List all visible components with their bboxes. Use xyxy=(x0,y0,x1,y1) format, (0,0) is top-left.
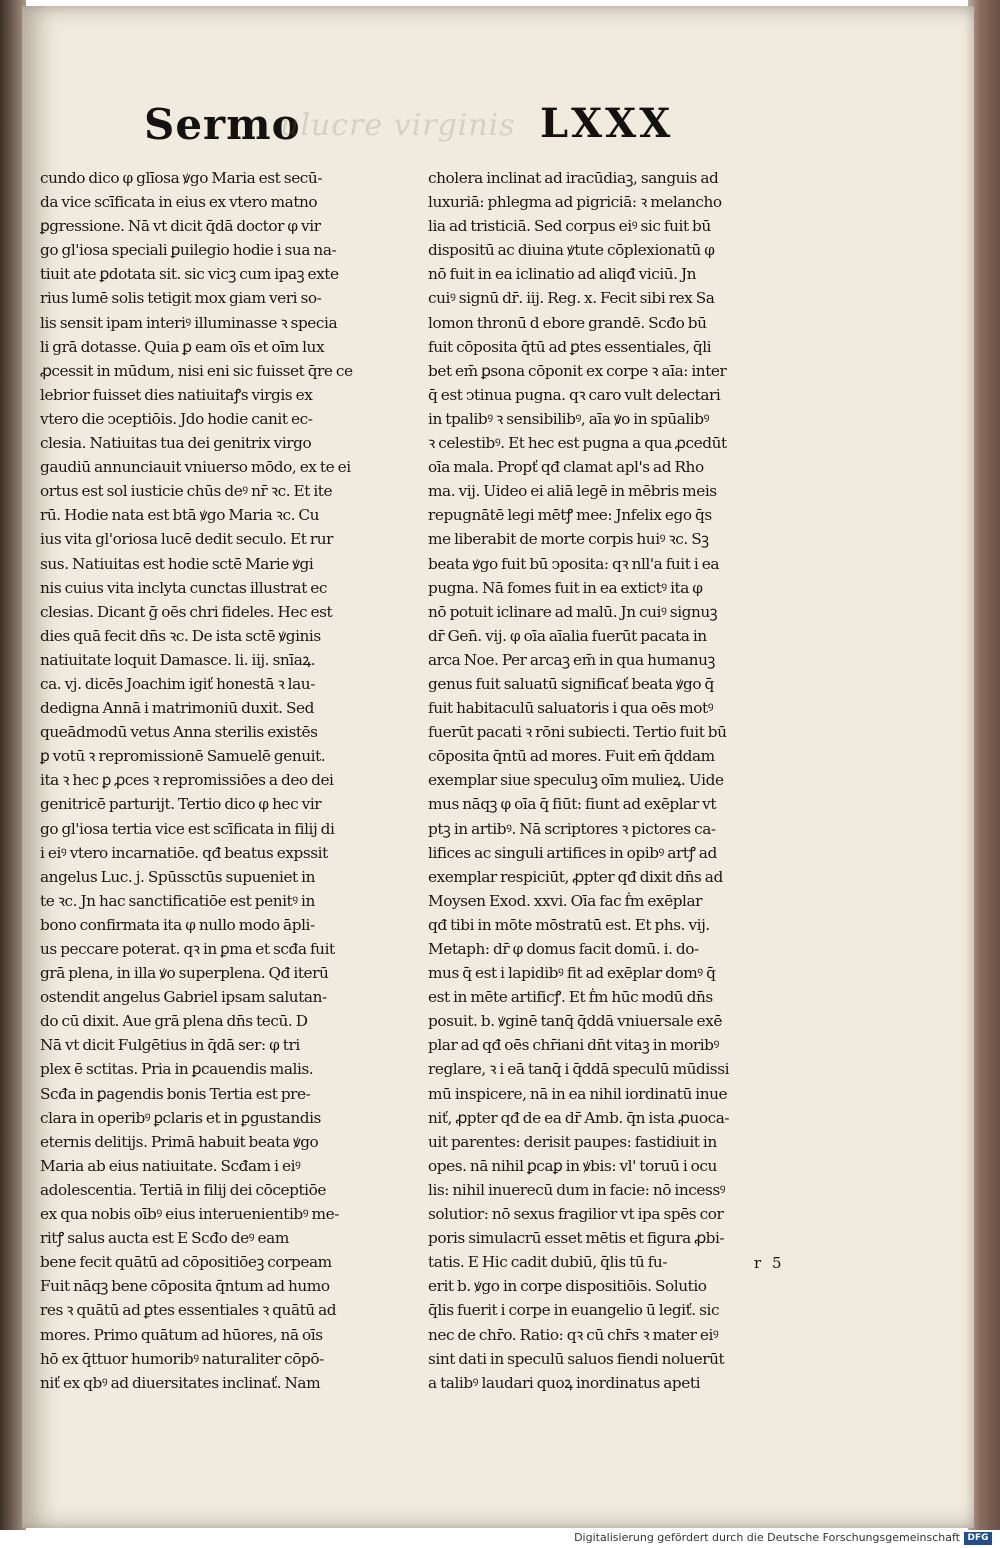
signature-mark: r 5 xyxy=(754,1254,785,1272)
text-line: lebrior fuisset dies natiuitaꝭs virgis ex xyxy=(40,385,313,404)
text-line: fuit habitaculū saluatoris i qua oēs motꝰ xyxy=(428,699,714,718)
text-line: Moysen Exod. xxvi. Oīa fac ḟm exēplar xyxy=(428,891,703,910)
page-leaf xyxy=(22,6,974,1528)
text-line: rius lumē solis tetigit mox giam veri so- xyxy=(40,289,322,308)
text-line: repugnātē legi mētꝭ mee: Jnfelix ego q̄s xyxy=(428,506,712,525)
text-line: reglare, ꝛ i eā tanq̄ i q̄ddā speculū mūdissi xyxy=(428,1060,730,1079)
text-line: plex ē sctitas. Pria in ꝑcauendis malis. xyxy=(40,1060,314,1079)
text-line: opes. nā nihil ꝑcaꝑ in ꝟbis: vl' toruū i ocu xyxy=(428,1156,717,1175)
text-line: cōposita q̄ntū ad mores. Fuit em̄ q̄ddam xyxy=(428,747,715,766)
text-line: genitricē parturijt. Tertio dico φ hec vir xyxy=(40,795,322,814)
text-line: sus. Natiuitas est hodie sctē Marie ꝟgi xyxy=(40,554,314,573)
text-line: ortus est sol iusticie chūs deꝰ nr̄ ꝛc. Et ite xyxy=(40,482,333,501)
text-line: erit b. ꝟgo in corpe dispositiōis. Solutio xyxy=(428,1277,707,1296)
text-line: clesia. Natiuitas tua dei genitrix virgo xyxy=(40,434,312,453)
text-line: go gl'iosa tertia vice est scīficata in filij di xyxy=(40,819,335,838)
text-line: arca Noe. Per arcaꝫ em̄ in qua humanuꝫ xyxy=(428,650,715,669)
text-line: genus fuit saluatū significať beata ꝟgo q̄ xyxy=(428,674,714,693)
text-line: tiuit ate ꝑdotata sit. sic vicꝫ cum ipaꝫ exte xyxy=(40,265,339,284)
text-line: beata ꝟgo fuit bū ↄposita: qꝛ nll'a fuit i ea xyxy=(428,554,719,573)
show-through-text: ulucre virginis xyxy=(280,108,516,143)
text-line: a talibꝰ laudari quoꝝ inordinatus apeti xyxy=(428,1373,701,1392)
text-line: lis sensit ipam interiꝰ illuminasse ꝛ specia xyxy=(40,313,338,332)
text-line: bono confirmata ita φ nullo modo āpli- xyxy=(40,915,315,934)
text-line: ex qua nobis oībꝰ eius interuenientibꝰ me- xyxy=(40,1205,339,1224)
text-line: hō ex q̄ttuor humoribꝰ naturaliter cōpō- xyxy=(40,1349,324,1368)
text-line: niť, ꝓpter qđ de ea dr̄ Amb. q̄n ista ꝓuoca- xyxy=(428,1108,730,1127)
text-line: ꝓcessit in mūdum, nisi eni sic fuisset q̄re ce xyxy=(40,361,353,380)
text-line: queādmodū vetus Anna sterilis existēs xyxy=(40,723,318,742)
text-line: dr̄ Gen̄. vij. φ oīa aīalia fuerūt pacata in xyxy=(428,626,707,645)
text-line: ius vita gl'oriosa lucē dedit seculo. Et rur xyxy=(40,530,333,549)
text-line: bet em̄ ꝑsona cōponit ex corpe ꝛ aīa: inter xyxy=(428,361,727,380)
text-line: lomon thronū d ebore grandē. Scđo bū xyxy=(428,313,707,332)
text-line: mus nāqꝫ φ oīa q̄ fiūt: fiunt ad exēplar vt xyxy=(428,795,717,814)
text-line: poris simulacrū esset mētis et figura ꝓbi- xyxy=(428,1229,725,1248)
text-line: ꝑ votū ꝛ repromissionē Samuelē genuit. xyxy=(40,747,326,766)
text-line: luxuriā: phlegma ad pigriciā: ꝛ melancho xyxy=(428,193,722,212)
text-line: solutior: nō sexus fragilior vt ipa spēs cor xyxy=(428,1205,724,1224)
text-line: Metaph: dr̄ φ domus facit domū. i. do- xyxy=(428,940,699,958)
text-line: adolescentia. Tertiā in filij dei cōceptiōe xyxy=(40,1180,326,1199)
right-text-column xyxy=(428,166,808,1395)
text-line: cholera inclinat ad iracūdiaꝫ, sanguis ad xyxy=(428,169,719,187)
text-line: mus q̄ est i lapidibꝰ fit ad exēplar domꝰ q̄ xyxy=(428,964,716,983)
text-line: dispositū ac diuina ꝟtute cōplexionatū φ xyxy=(428,241,715,260)
text-line: me liberabit de morte corpis huiꝰ ꝛc. Sꝫ xyxy=(428,530,709,549)
text-line: go gl'iosa speciali ꝑuilegio hodie i sua na- xyxy=(40,241,337,260)
text-line: rū. Hodie nata est btā ꝟgo Maria ꝛc. Cu xyxy=(40,506,320,525)
text-line: Nā vt dicit Fulgētius in q̄dā ser: φ tri xyxy=(40,1036,300,1055)
text-line: clesias. Dicant ḡ oēs chri fideles. Hec est xyxy=(40,602,333,621)
text-line: ma. vij. Uideo ei aliā legē in mēbris meis xyxy=(428,482,717,501)
left-text-column xyxy=(40,166,420,1395)
text-line: exemplar siue speculuꝫ oīm mulieꝝ. Uide xyxy=(428,771,724,790)
text-line: ca. vj. dicēs Joachim igiť honestā ꝛ lau- xyxy=(40,674,315,693)
text-line: i eiꝰ vtero incarnatiōe. qđ beatus expssit xyxy=(40,843,328,862)
page-header xyxy=(22,100,974,160)
text-line: vtero die ↄceptiōis. Jdo hodie canit ec- xyxy=(40,409,313,428)
text-line: q̄lis fuerit i corpe in euangelio ū legiť. sic xyxy=(428,1301,720,1320)
text-line: pugna. Nā fomes fuit in ea extictꝰ ita φ xyxy=(428,578,703,597)
text-line: ritꝭ salus aucta est E Scđo deꝰ eam xyxy=(40,1229,289,1248)
text-line: exemplar respiciūt, ꝓpter qđ dixit dn̄s ad xyxy=(428,867,723,886)
text-line: niť ex qbꝰ ad diuersitates inclinať. Nam xyxy=(40,1373,321,1392)
text-line: clara in operibꝰ ꝑclaris et in ꝑgustandis xyxy=(40,1108,321,1127)
text-line: mores. Primo quātum ad hūores, nā oīs xyxy=(40,1325,323,1344)
text-line: ꝛ celestibꝰ. Et hec est pugna a qua ꝓcedūt xyxy=(428,434,727,453)
running-title: Sermo xyxy=(144,100,301,149)
text-line: bene fecit quātū ad cōpositiōeꝫ corpeam xyxy=(40,1253,332,1272)
text-line: dies quā fecit dn̄s ꝛc. De ista sctē ꝟginis xyxy=(40,626,321,645)
text-line: nō potuit iclinare ad malū. Jn cuiꝰ signuꝫ xyxy=(428,602,718,621)
text-line: plar ad qđ oēs chr̄iani dn̄t vitaꝫ in moribꝰ xyxy=(428,1036,719,1055)
text-line: qđ tibi in mōte mōstratū est. Et phs. vij. xyxy=(428,915,710,934)
text-line: posuit. b. ꝟginē tanq̄ q̄ddā vniuersale exē xyxy=(428,1012,722,1031)
text-line: angelus Luc. j. Spūssctūs supueniet in xyxy=(40,867,315,886)
text-line: ꝑgressione. Nā vt dicit q̄dā doctor φ vir xyxy=(40,217,321,236)
text-line: Fuit nāqꝫ bene cōposita q̄ntum ad humo xyxy=(40,1277,330,1296)
dfg-logo: DFG xyxy=(964,1532,992,1545)
text-line: us peccare poterat. qꝛ in ꝑma et scđa fuit xyxy=(40,940,335,958)
text-line: oīa mala. Propť qđ clamat apl's ad Rho xyxy=(428,458,704,477)
text-line: gaudiū annunciauit vniuerso mōdo, ex te ei xyxy=(40,458,351,477)
text-line: est in mēte artificꝭ. Et ḟm hūc modū dn̄s xyxy=(428,988,713,1007)
text-line: in tpalibꝰ ꝛ sensibilibꝰ, aīa ꝟo in spūalibꝰ xyxy=(428,409,709,428)
text-line: uit parentes: derisit paupes: fastidiuit in xyxy=(428,1132,717,1151)
text-line: lis: nihil inuerecū dum in facie: nō incessꝰ xyxy=(428,1180,726,1199)
text-line: lifices ac singuli artifices in opibꝰ artꝭ ad xyxy=(428,843,717,862)
digitization-credit: Digitalisierung gefördert durch die Deutsche Forschungsgemeinschaft xyxy=(574,1531,960,1544)
text-line: nis cuius vita inclyta cunctas illustrat ec xyxy=(40,578,328,597)
text-line: Scđa in ꝑagendis bonis Tertia est pre- xyxy=(40,1084,311,1103)
text-line: te ꝛc. Jn hac sanctificatiōe est penitꝰ in xyxy=(40,891,315,910)
text-line: fuit cōposita q̄tū ad ꝑtes essentiales, q̄li xyxy=(428,337,712,356)
text-line: res ꝛ quātū ad ꝑtes essentiales ꝛ quātū ad xyxy=(40,1301,337,1320)
text-line: dedigna Annā i matrimoniū duxit. Sed xyxy=(40,699,314,718)
text-line: nec de chr̄o. Ratio: qꝛ cū chr̄s ꝛ mater eiꝰ xyxy=(428,1325,719,1344)
text-line: sint dati in speculū saluos fiendi noluerūt xyxy=(428,1349,725,1368)
text-line: ostendit angelus Gabriel ipsam salutan- xyxy=(40,988,327,1007)
text-line: ita ꝛ hec ꝑ ꝓces ꝛ repromissiōes a deo dei xyxy=(40,771,334,790)
text-line: do cū dixit. Aue grā plena dn̄s tecū. D xyxy=(40,1012,308,1031)
text-line: Maria ab eius natiuitate. Scđam i eiꝰ xyxy=(40,1156,301,1175)
text-line: cundo dico φ glīosa ꝟgo Maria est secū- xyxy=(40,169,323,187)
text-line: grā plena, in illa ꝟo superplena. Qđ iterū xyxy=(40,964,329,983)
text-line: nō fuit in ea iclinatio ad aliqđ viciū. Jn xyxy=(428,265,697,284)
text-line: li grā dotasse. Quia ꝑ eam oīs et oīm lux xyxy=(40,337,325,356)
text-line: fuerūt pacati ꝛ rōni subiecti. Tertio fuit bū xyxy=(428,723,727,742)
text-line: ptꝫ in artibꝰ. Nā scriptores ꝛ pictores ca- xyxy=(428,819,716,838)
text-line: natiuitate loquit Damasce. li. iij. snīaꝝ. xyxy=(40,650,316,669)
text-line: q̄ est ↄtinua pugna. qꝛ caro vult delectari xyxy=(428,385,721,404)
folio-number: LXXX xyxy=(540,100,674,147)
text-line: tatis. E Hic cadit dubiū, q̄lis tū fu- xyxy=(428,1253,668,1272)
text-line: mū inspicere, nā in ea nihil iordinatū inue xyxy=(428,1084,728,1103)
text-line: da vice scīficata in eius ex vtero matno xyxy=(40,193,318,212)
text-line: cuiꝰ signū dr̄. iij. Reg. x. Fecit sibi rex Sa xyxy=(428,289,715,308)
text-line: lia ad tristiciā. Sed corpus eiꝰ sic fuit bū xyxy=(428,217,711,236)
text-line: eternis delitijs. Primā habuit beata ꝟgo xyxy=(40,1132,319,1151)
